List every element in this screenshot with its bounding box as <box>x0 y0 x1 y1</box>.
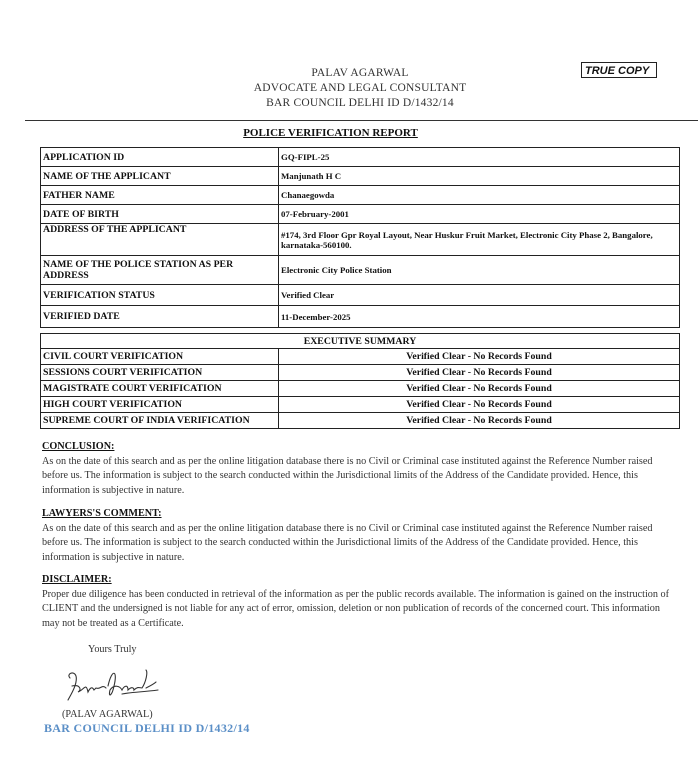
field-value: Electronic City Police Station <box>279 256 680 285</box>
summary-title: EXECUTIVE SUMMARY <box>41 334 680 349</box>
report-title: POLICE VERIFICATION REPORT <box>243 127 418 139</box>
court-result: Verified Clear - No Records Found <box>279 397 680 413</box>
disclaimer-heading: DISCLAIMER: <box>42 574 112 585</box>
table-row <box>41 306 680 328</box>
court-result: Verified Clear - No Records Found <box>279 349 680 365</box>
table-row <box>41 285 680 306</box>
lawyers-comment-heading: LAWYERS'S COMMENT: <box>42 508 162 519</box>
field-label: FATHER NAME <box>41 186 279 205</box>
executive-summary-table <box>40 333 680 429</box>
table-row <box>41 148 680 167</box>
table-row <box>41 224 680 256</box>
table-row <box>41 167 680 186</box>
court-result: Verified Clear - No Records Found <box>279 413 680 429</box>
table-row <box>41 349 680 365</box>
field-value: GQ-FIPL-25 <box>279 148 680 167</box>
table-row <box>41 205 680 224</box>
signatory-bar-council-id: BAR COUNCIL DELHI ID D/1432/14 <box>44 721 250 735</box>
field-value: 11-December-2025 <box>279 306 680 328</box>
lawyers-comment-section <box>42 507 676 565</box>
field-label: VERIFIED DATE <box>41 306 279 328</box>
table-row <box>41 256 680 285</box>
court-result: Verified Clear - No Records Found <box>279 381 680 397</box>
field-value: #174, 3rd Floor Gpr Royal Layout, Near Huskur Fruit Market, Electronic City Phase 2, Bangalore, karnataka-560100. <box>279 224 680 256</box>
court-label: SUPREME COURT OF INDIA VERIFICATION <box>41 413 279 429</box>
table-row <box>41 413 680 429</box>
conclusion-text: As on the date of this search and as per the online litigation database there is no Civil or Criminal case instituted against the Reference Number raised before us. The information is subject to the search conducted within the Jurisdictional limits of the Address of the Candidate provided. Hence, this information is subjective in nature. <box>42 455 653 496</box>
court-result: Verified Clear - No Records Found <box>279 365 680 381</box>
field-value: Verified Clear <box>279 285 680 306</box>
conclusion-section <box>42 440 676 498</box>
advocate-name: PALAV AGARWAL <box>311 67 409 79</box>
disclaimer-text: Proper due diligence has been conducted in retrieval of the information as per the public records available. The information is gained on the instruction of CLIENT and the undersigned is not liable for any act of error, omission, deletion or non publication of records of the concerned court. This information may not be treated as a Certificate. <box>42 588 669 629</box>
court-label: MAGISTRATE COURT VERIFICATION <box>41 381 279 397</box>
table-row <box>41 365 680 381</box>
bar-council-id: BAR COUNCIL DELHI ID D/1432/14 <box>266 97 454 109</box>
field-value: Chanaegowda <box>279 186 680 205</box>
handwritten-signature <box>62 662 162 706</box>
field-label: APPLICATION ID <box>41 148 279 167</box>
field-value: 07-February-2001 <box>279 205 680 224</box>
court-label: SESSIONS COURT VERIFICATION <box>41 365 279 381</box>
field-label: VERIFICATION STATUS <box>41 285 279 306</box>
field-label: NAME OF THE APPLICANT <box>41 167 279 186</box>
closing-text: Yours Truly <box>88 644 137 655</box>
conclusion-heading: CONCLUSION: <box>42 441 115 452</box>
lawyers-comment-text: As on the date of this search and as per the online litigation database there is no Civil or Criminal case instituted against the Reference Number raised before us. The information is subject to the search conducted within the Jurisdictional limits of the Address of the Candidate provided. Hence, this information is subjective in nature. <box>42 522 653 563</box>
court-label: HIGH COURT VERIFICATION <box>41 397 279 413</box>
disclaimer-section <box>42 573 676 631</box>
court-label: CIVIL COURT VERIFICATION <box>41 349 279 365</box>
table-row <box>41 397 680 413</box>
table-row <box>41 381 680 397</box>
field-label: ADDRESS OF THE APPLICANT <box>41 224 279 256</box>
field-value: Manjunath H C <box>279 167 680 186</box>
true-copy-stamp: TRUE COPY <box>581 62 657 78</box>
signatory-name: (PALAV AGARWAL) <box>62 709 153 720</box>
field-label: NAME OF THE POLICE STATION AS PER ADDRESS <box>41 256 279 285</box>
table-header-row <box>41 334 680 349</box>
field-label: DATE OF BIRTH <box>41 205 279 224</box>
header-divider <box>25 120 698 121</box>
table-row <box>41 186 680 205</box>
advocate-role: ADVOCATE AND LEGAL CONSULTANT <box>253 82 467 94</box>
applicant-details-table <box>40 147 680 328</box>
